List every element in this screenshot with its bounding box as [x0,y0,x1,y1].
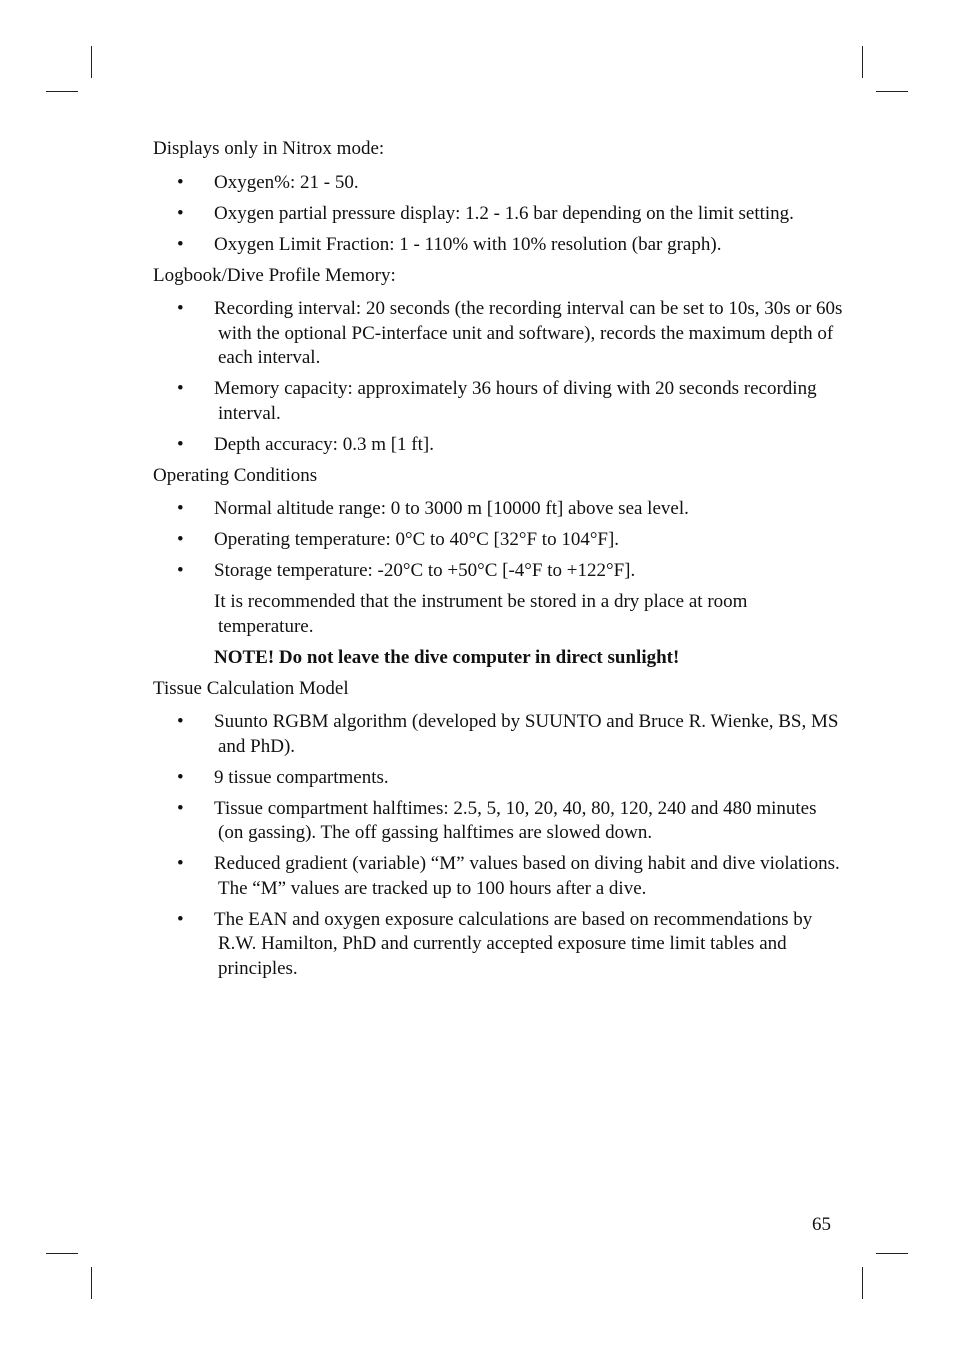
bullet-icon: • [177,766,184,788]
crop-mark-top-right-vertical [862,46,863,78]
sunlight-note: NOTE! Do not leave the dive computer in direct sunlight! [214,646,680,668]
crop-mark-bottom-right-vertical [862,1267,863,1299]
section-heading-logbook: Logbook/Dive Profile Memory: [153,264,396,286]
bullet-icon: • [177,908,184,930]
bullet-icon: • [177,498,184,519]
bullet-icon: • [177,298,184,319]
list-item: • Oxygen%: 21 - 50. [153,171,843,196]
bullet-icon: • [177,853,184,874]
list-item: • Reduced gradient (variable) “M” values based on diving habit and dive violations. The “M” values are tracked up to 100 hours after a dive. [177,853,840,899]
crop-mark-bottom-right-horizontal [876,1253,908,1254]
list-item: • Recording interval: 20 seconds (the recording interval can be set to 10s, 30s or 60s with the optional PC-interface unit and software), records the maximum depth of each interval. [177,298,843,368]
list-item: • Operating temperature: 0°C to 40°C [32°F to 104°F]. [153,528,843,553]
list-item: • Depth accuracy: 0.3 m [1 ft]. [153,433,843,458]
bullet-icon: • [177,529,184,550]
crop-mark-top-left-vertical [91,46,92,78]
bullet-icon: • [177,202,184,224]
crop-mark-bottom-left-horizontal [46,1253,78,1254]
section-heading-tissue-model: Tissue Calculation Model [153,677,349,699]
list-item: • Tissue compartment halftimes: 2.5, 5, 10, 20, 40, 80, 120, 240 and 480 minutes (on gassing). The off gassing halftimes are slowed down. [177,797,817,843]
list-item: • Suunto RGBM algorithm (developed by SUUNTO and Bruce R. Wienke, BS, MS and PhD). [177,711,839,757]
storage-paragraph: It is recommended that the instrument be stored in a dry place at room temperature. [214,591,748,637]
list-item: • Normal altitude range: 0 to 3000 m [10000 ft] above sea level. [153,497,843,522]
list-item: • 9 tissue compartments. [153,766,843,791]
list-item: • Memory capacity: approximately 36 hours of diving with 20 seconds recording interval. [177,378,817,424]
crop-mark-bottom-left-vertical [91,1267,92,1299]
bullet-icon: • [177,378,184,399]
crop-mark-top-left-horizontal [46,91,78,92]
crop-mark-top-right-horizontal [876,91,908,92]
list-item: • Oxygen partial pressure display: 1.2 - 1.6 bar depending on the limit setting. [153,202,843,227]
list-item: • The EAN and oxygen exposure calculations are based on recommendations by R.W. Hamilton, PhD and currently accepted exposure time limit tables and principles. [177,908,813,979]
list-item: • Oxygen Limit Fraction: 1 - 110% with 10% resolution (bar graph). [153,233,843,258]
bullet-icon: • [177,711,184,732]
page-number: 65 [812,1214,831,1235]
page-content [153,137,843,988]
bullet-icon: • [177,171,184,193]
bullet-icon: • [177,560,184,581]
bullet-icon: • [177,233,184,255]
list-item: • Storage temperature: -20°C to +50°C [-4°F to +122°F]. [153,559,843,584]
section-heading-nitrox: Displays only in Nitrox mode: [153,138,385,159]
section-heading-operating-conditions: Operating Conditions [153,464,318,486]
bullet-icon: • [177,433,184,455]
bullet-icon: • [177,797,184,819]
